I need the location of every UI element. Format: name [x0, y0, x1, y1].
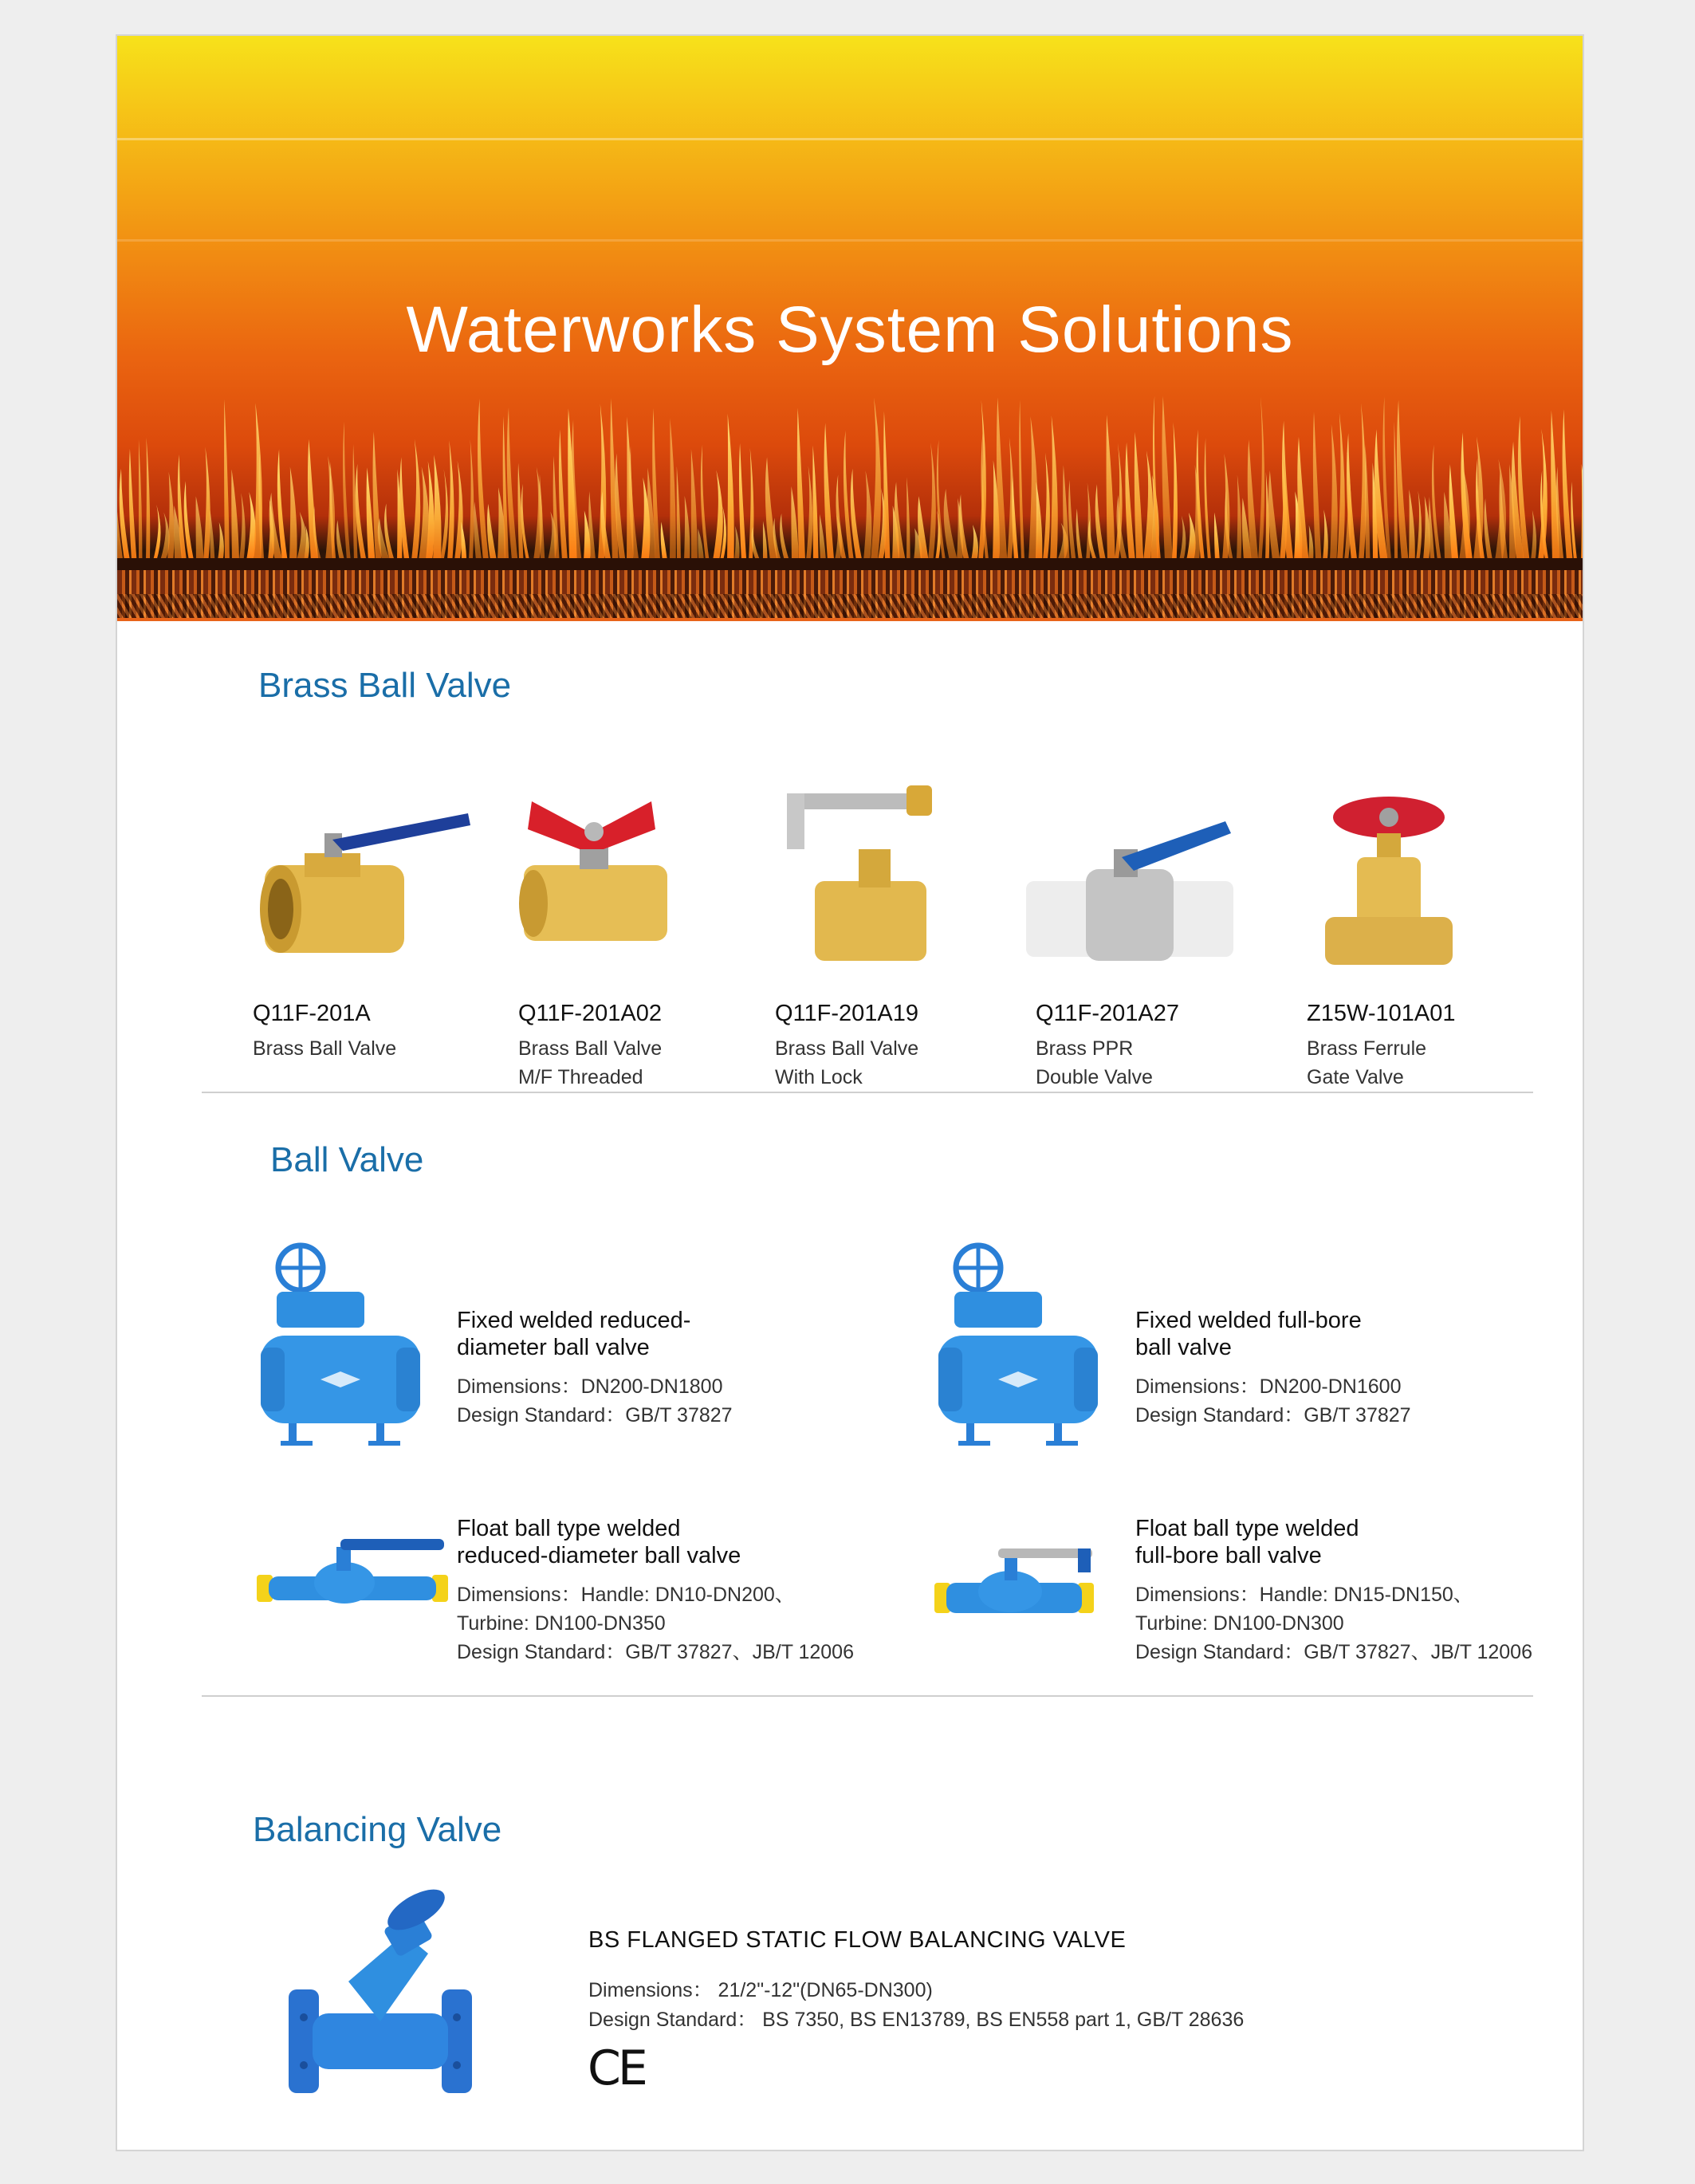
fixed-welded-reduced-ball-valve-image: [257, 1232, 424, 1455]
ball-valve-title: Float ball type welded: [457, 1516, 681, 1541]
brass-ball-valve-mf-image: [516, 785, 675, 961]
section-title-balancing: Balancing Valve: [253, 1810, 502, 1849]
ball-valve-title: Fixed welded full-bore: [1135, 1308, 1362, 1333]
product-code: Q11F-201A02: [518, 1001, 663, 1026]
ball-valve-title: Fixed welded reduced-: [457, 1308, 691, 1333]
brass-ppr-double-valve-image: [1022, 805, 1237, 977]
flames-graphic: [117, 379, 1583, 578]
brochure-page: Waterworks System Solutions Brass Ball Valve Q11F-201A Brass Ball Valve Q11F-201A02 Brass Ball Valve M/F Threaded Q11F-201A19 Brass Ball Valve With Lock Q11F-201A27 Brass PPR Double Valve Z15W-101A01 Brass Ferrule Gate Valve Ball Valve Fixed welded reduced- diameter ball valve Dimensions：DN200-DN1800 Design Standard：GB/T 37827 Fixed welded full-bore ball valve Dimensions：DN200-DN1600 Design Standard：GB/T 37827 Float ball type welded reduced-diameter ball valve Dimensions：Handle: DN10-DN200、 Turbine: DN100-DN350 Design Standard：GB/T 37827、JB/T 12006 Float ball type welded full-bore ball valve Dimensions：Handle: DN15-DN150、 Turbine: DN100-DN300 Design Standard：GB/T 37827、JB/T 12006 Balancing Valve BS FLANGED STATIC FLOW BALANCING VALVE Dimensions： 21/2"-12"(DN65-DN300) Design Standard： BS 7350, BS EN13789, BS EN558 part 1, GB/T 28636 CE: [116, 34, 1584, 2151]
fixed-welded-full-bore-ball-valve-image: [934, 1232, 1102, 1455]
section-divider: [202, 1092, 1533, 1093]
ce-mark: CE: [588, 2040, 645, 2096]
page-title: Waterworks System Solutions: [406, 293, 1294, 366]
balancing-valve-image: [285, 1886, 476, 2101]
float-ball-reduced-valve-image: [257, 1527, 448, 1615]
brass-ferrule-gate-valve-image: [1321, 785, 1457, 977]
product-code: Q11F-201A27: [1036, 1001, 1180, 1026]
float-ball-full-bore-valve-image: [934, 1539, 1094, 1627]
brass-valve-with-lock-image: [779, 777, 938, 969]
product-code: Q11F-201A19: [775, 1001, 919, 1026]
hero-banner: [117, 36, 1583, 621]
section-title-brass: Brass Ball Valve: [258, 666, 512, 705]
ball-valve-title: Float ball type welded: [1135, 1516, 1359, 1541]
section-divider: [202, 1695, 1533, 1697]
balancing-product-title: BS FLANGED STATIC FLOW BALANCING VALVE: [588, 1927, 1127, 1953]
section-title-ball: Ball Valve: [270, 1140, 424, 1179]
product-code: Q11F-201A: [253, 1001, 371, 1026]
brass-ball-valve-image: [257, 777, 472, 969]
product-code: Z15W-101A01: [1307, 1001, 1456, 1026]
